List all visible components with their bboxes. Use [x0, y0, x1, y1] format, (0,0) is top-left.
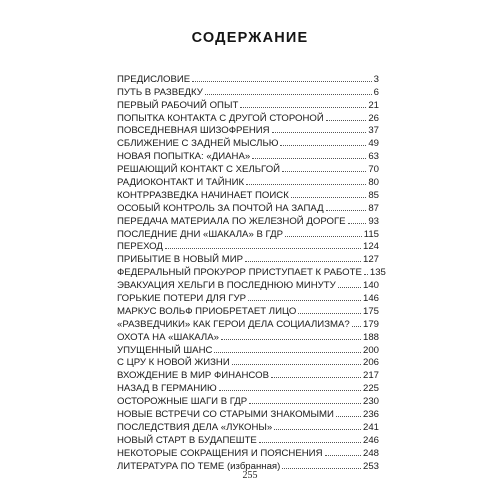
toc-entry	[117, 227, 379, 240]
toc-entry-page: 21	[368, 99, 379, 111]
toc-entry	[117, 265, 386, 279]
toc-entry-title: ГОРЬКИЕ ПОТЕРИ ДЛЯ ГУР	[117, 293, 247, 305]
toc-entry	[117, 394, 379, 407]
toc-entry-page: 26	[368, 112, 379, 124]
toc-entry	[117, 149, 379, 162]
toc-entry	[117, 111, 379, 124]
dot-leader	[338, 287, 361, 288]
toc-entry	[117, 240, 379, 253]
toc-entry-page: 179	[362, 318, 379, 330]
dot-leader	[282, 171, 366, 172]
toc-entry	[117, 72, 379, 85]
toc-entry-title: ПРЕДИСЛОВИЕ	[117, 73, 191, 85]
toc-entry-title: НЕКОТОРЫЕ СОКРАЩЕНИЯ И ПОЯСНЕНИЯ	[117, 447, 323, 459]
toc-entry-title: РАДИОКОНТАКТ И ТАЙНИК	[117, 177, 245, 189]
toc-entry	[117, 446, 379, 459]
toc-entry-title: ЛИТЕРАТУРА ПО ТЕМЕ (избранная)	[117, 460, 281, 472]
toc-entry-page: 49	[368, 138, 379, 150]
toc-entry	[117, 278, 379, 291]
toc-entry-title: УПУЩЕННЫЙ ШАНС	[117, 344, 213, 356]
toc-entry-page: 87	[368, 202, 379, 214]
toc-entry	[117, 188, 379, 201]
dot-leader	[245, 261, 361, 262]
toc-entry-title: СБЛИЖЕНИЕ С ЗАДНЕЙ МЫСЛЬЮ	[117, 138, 279, 150]
toc-entry-title: ПУТЬ В РАЗВЕДКУ	[117, 86, 203, 98]
toc-entry-page: 3	[373, 73, 379, 85]
toc-entry-page: 248	[362, 447, 379, 459]
toc-entry-title: КОНТРРАЗВЕДКА НАЧИНАЕТ ПОИСК	[117, 189, 289, 201]
table-of-contents	[117, 72, 386, 472]
toc-entry-page: 127	[362, 254, 379, 266]
toc-entry-page: 140	[362, 280, 379, 292]
toc-entry-title: ПРИБЫТИЕ В НОВЫЙ МИР	[117, 254, 243, 266]
toc-entry-page: 63	[368, 151, 379, 163]
toc-entry-page: 206	[362, 357, 379, 369]
toc-entry	[117, 407, 379, 420]
toc-entry-title: ВХОЖДЕНИЕ В МИР ФИНАНСОВ	[117, 370, 269, 382]
toc-entry-title: ПОСЛЕДСТВИЯ ДЕЛА «ЛУКОНЫ»	[117, 421, 273, 433]
toc-entry	[117, 420, 379, 433]
toc-entry-page: 225	[362, 383, 379, 395]
dot-leader	[214, 352, 361, 353]
dot-leader	[248, 300, 361, 301]
toc-entry-page: 217	[362, 370, 379, 382]
toc-entry-title: ЭВАКУАЦИЯ ХЕЛЬГИ В ПОСЛЕДНЮЮ МИНУТУ	[117, 280, 336, 292]
dot-leader	[240, 107, 366, 108]
toc-entry-page: 146	[362, 293, 379, 305]
toc-entry-page: 37	[368, 125, 379, 137]
page-number: 255	[242, 470, 258, 481]
toc-entry	[117, 356, 379, 369]
toc-entry	[117, 162, 379, 175]
dot-leader	[336, 416, 361, 417]
toc-entry-page: 200	[362, 344, 379, 356]
page-title: СОДЕРЖАНИЕ	[191, 30, 309, 46]
toc-entry	[117, 136, 379, 149]
dot-leader	[352, 326, 361, 327]
toc-entry	[117, 98, 379, 111]
dot-leader	[348, 223, 367, 224]
toc-entry-title: ОСТОРОЖНЫЕ ШАГИ В ГДР	[117, 396, 248, 408]
toc-entry-title: НОВАЯ ПОПЫТКА: «ДИАНА»	[117, 151, 251, 163]
toc-entry-title: С ЦРУ К НОВОЙ ЖИЗНИ	[117, 357, 230, 369]
toc-entry	[117, 291, 379, 304]
dot-leader	[271, 377, 361, 378]
dot-leader	[325, 455, 361, 456]
dot-leader	[326, 210, 367, 211]
dot-leader	[246, 184, 366, 185]
dot-leader	[259, 442, 361, 443]
toc-entry-page: 253	[362, 460, 379, 472]
toc-entry-title: «РАЗВЕДЧИКИ» КАК ГЕРОИ ДЕЛА СОЦИАЛИЗМА?	[117, 318, 350, 330]
toc-entry	[117, 201, 379, 214]
toc-entry	[117, 85, 379, 98]
toc-entry-title: ПЕРЕХОД	[117, 241, 163, 253]
toc-entry-title: ПОСЛЕДНИЕ ДНИ «ШАКАЛА» В ГДР	[117, 228, 283, 240]
dot-leader	[298, 313, 361, 314]
toc-entry-title: РЕШАЮЩИЙ КОНТАКТ С ХЕЛЬГОЙ	[117, 164, 281, 176]
toc-entry-page: 246	[362, 434, 379, 446]
toc-entry-page: 70	[368, 164, 379, 176]
toc-entry	[117, 381, 379, 394]
toc-entry	[117, 124, 379, 137]
toc-entry-title: ПОПЫТКА КОНТАКТА С ДРУГОЙ СТОРОНОЙ	[117, 112, 324, 124]
dot-leader	[274, 429, 361, 430]
dot-leader	[364, 274, 368, 275]
dot-leader	[221, 339, 361, 340]
toc-entry-page: 124	[362, 241, 379, 253]
toc-entry-title: ОСОБЫЙ КОНТРОЛЬ ЗА ПОЧТОЙ НА ЗАПАД	[117, 202, 324, 214]
toc-entry-page: 135	[369, 267, 386, 279]
dot-leader	[249, 403, 361, 404]
toc-entry-page: 80	[368, 177, 379, 189]
toc-entry-page: 6	[373, 86, 379, 98]
toc-entry	[117, 175, 379, 188]
toc-entry-title: ОХОТА НА «ШАКАЛА»	[117, 331, 219, 343]
toc-entry-page: 115	[363, 228, 379, 240]
toc-entry-title: ПОВСЕДНЕВНАЯ ШИЗОФРЕНИЯ	[117, 125, 270, 137]
dot-leader	[285, 236, 362, 237]
toc-entry-title: ПЕРЕДАЧА МАТЕРИАЛА ПО ЖЕЛЕЗНОЙ ДОРОГЕ	[117, 215, 346, 227]
toc-entry-page: 236	[362, 409, 379, 421]
toc-entry	[117, 252, 379, 265]
toc-entry-page: 85	[368, 189, 379, 201]
toc-entry	[117, 433, 379, 446]
dot-leader	[205, 94, 372, 95]
toc-entry-title: НОВЫЕ ВСТРЕЧИ СО СТАРЫМИ ЗНАКОМЫМИ	[117, 409, 334, 421]
toc-entry-title: ФЕДЕРАЛЬНЫЙ ПРОКУРОР ПРИСТУПАЕТ К РАБОТЕ	[117, 267, 362, 279]
dot-leader	[291, 197, 367, 198]
dot-leader	[219, 390, 361, 391]
toc-entry	[117, 304, 379, 317]
dot-leader	[165, 248, 361, 249]
toc-entry	[117, 330, 379, 343]
toc-entry	[117, 214, 379, 227]
dot-leader	[232, 364, 361, 365]
toc-entry	[117, 368, 379, 381]
toc-entry	[117, 317, 379, 330]
toc-entry-page: 230	[362, 396, 379, 408]
dot-leader	[192, 81, 372, 82]
dot-leader	[282, 468, 361, 469]
toc-entry-title: НОВЫЙ СТАРТ В БУДАПЕШТЕ	[117, 434, 257, 446]
dot-leader	[326, 120, 367, 121]
dot-leader	[272, 132, 367, 133]
toc-entry-page: 188	[362, 331, 379, 343]
toc-entry-title: МАРКУС ВОЛЬФ ПРИОБРЕТАЕТ ЛИЦО	[117, 305, 297, 317]
toc-entry-title: ПЕРВЫЙ РАБОЧИЙ ОПЫТ	[117, 99, 239, 111]
toc-entry-title: НАЗАД В ГЕРМАНИЮ	[117, 383, 217, 395]
toc-entry-page: 93	[368, 215, 379, 227]
dot-leader	[252, 158, 366, 159]
toc-entry	[117, 343, 379, 356]
toc-entry-page: 241	[362, 421, 379, 433]
toc-entry-page: 175	[362, 305, 379, 317]
dot-leader	[280, 145, 366, 146]
